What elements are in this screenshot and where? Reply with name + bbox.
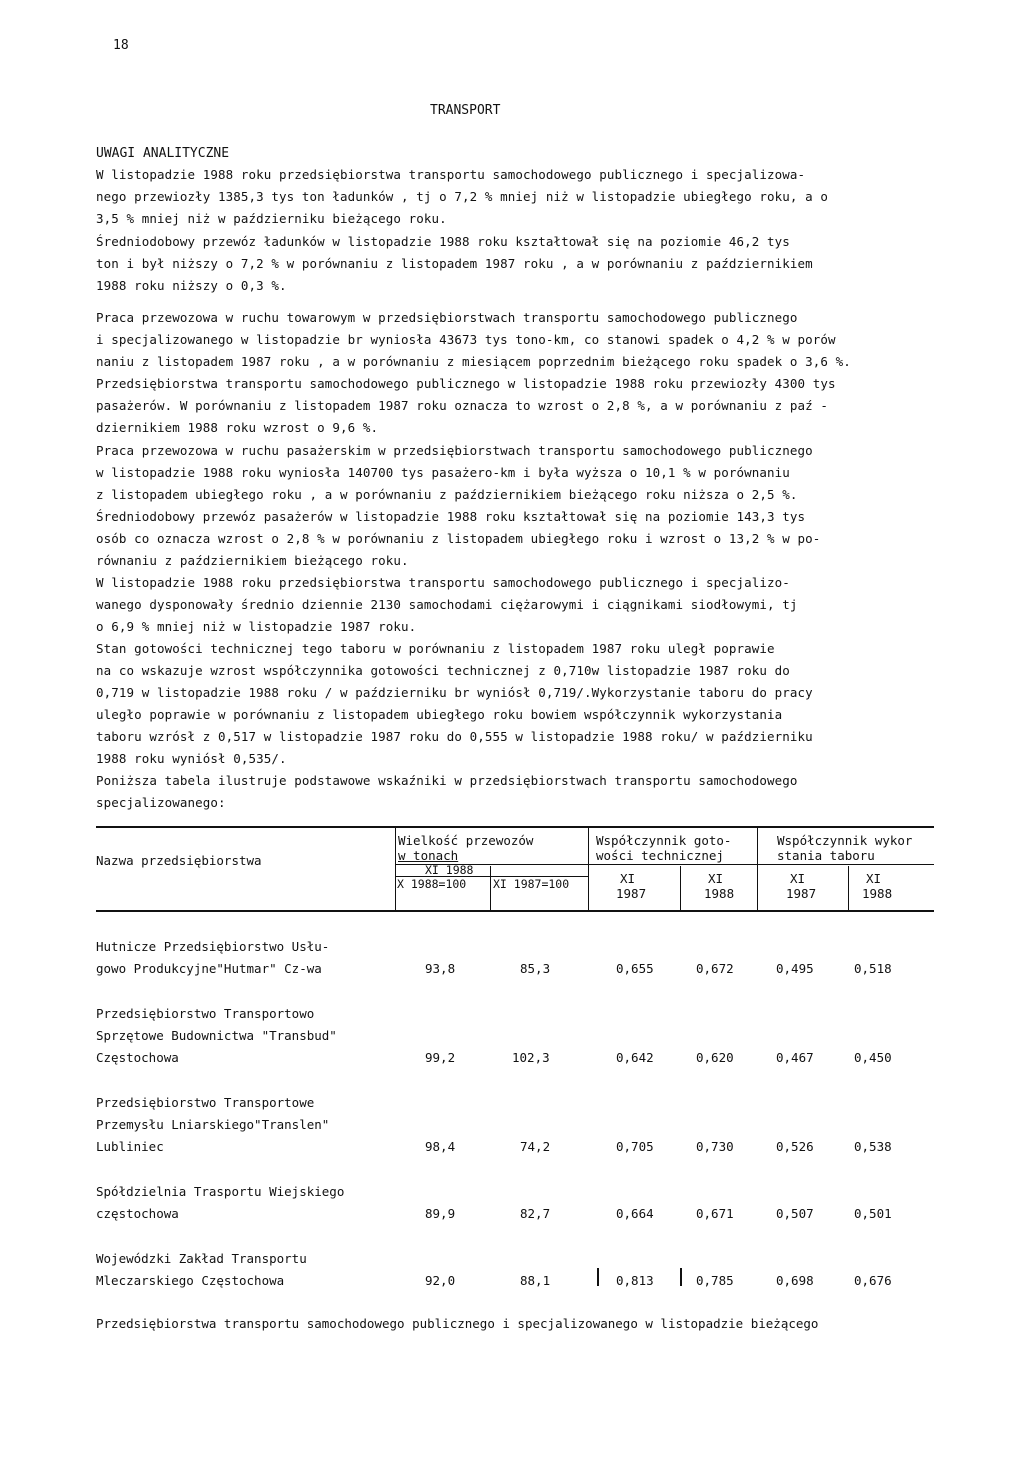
header-group1-line1: Wielkość przewozów: [398, 833, 534, 848]
header-xi: XI: [790, 871, 806, 886]
header-group2-line1: Współczynnik goto-: [596, 833, 732, 848]
row-value: 88,1: [520, 1273, 551, 1288]
row-value: 0,698: [776, 1273, 814, 1288]
paragraph-line: pasażerów. W porównaniu z listopadem 1987 roku oznacza to wzrost o 2,8 %, a w porównaniu z paź -: [96, 398, 829, 413]
section-title: TRANSPORT: [430, 103, 501, 118]
row-value: 0,450: [854, 1050, 892, 1065]
paragraph-line: naniu z listopadem 1987 roku , a w porównaniu z miesiącem poprzednim bieżącego roku spadek o 3,6 %.: [96, 354, 851, 369]
paragraph-line: Poniższa tabela ilustruje podstawowe wskaźniki w przedsiębiorstwach transportu samochodowego: [96, 773, 798, 788]
header-group1-line2: w tonach: [398, 848, 459, 863]
row-name-line: Przedsiębiorstwo Transportowe: [96, 1095, 315, 1110]
column-divider: [588, 828, 589, 912]
paragraph-line: W listopadzie 1988 roku przedsiębiorstwa transportu samochodowego publicznego i specjalizo-: [96, 575, 790, 590]
row-name-line: Mleczarskiego Częstochowa: [96, 1273, 285, 1288]
header-group2-line2: wości technicznej: [596, 848, 724, 863]
row-value: 0,538: [854, 1139, 892, 1154]
row-value: 0,642: [616, 1050, 654, 1065]
row-name-line: Hutnicze Przedsiębiorstwo Usłu-: [96, 939, 330, 954]
row-value: 74,2: [520, 1139, 551, 1154]
row-value: 0,526: [776, 1139, 814, 1154]
table-top-rule: [96, 826, 934, 828]
row-name-line: Przedsiębiorstwo Transportowo: [96, 1006, 315, 1021]
column-divider: [848, 866, 849, 910]
paragraph-line: 1988 roku wyniósł 0,535/.: [96, 751, 287, 766]
paragraph-line: W listopadzie 1988 roku przedsiębiorstwa transportu samochodowego publicznego i specjalizowa-: [96, 167, 806, 182]
paragraph-line: Praca przewozowa w ruchu pasażerskim w przedsiębiorstwach transportu samochodowego publicznego: [96, 443, 813, 458]
paragraph-line: 1988 roku niższy o 0,3 %.: [96, 278, 287, 293]
paragraph-line: ton i był niższy o 7,2 % w porównaniu z listopadem 1987 roku , a w porównaniu z październikiem: [96, 256, 813, 271]
column-divider: [490, 866, 491, 910]
row-name-line: częstochowa: [96, 1206, 179, 1221]
row-value: 0,730: [696, 1139, 734, 1154]
paragraph-line: Stan gotowości technicznej tego taboru w porównaniu z listopadem 1987 roku uległ poprawie: [96, 641, 775, 656]
header-group1-col1: X 1988=100: [397, 877, 467, 891]
row-value: 0,620: [696, 1050, 734, 1065]
paragraph-line: wanego dysponowały średnio dziennie 2130 samochodami ciężarowymi i ciągnikami siodłowymi, tj: [96, 597, 798, 612]
row-value: 98,4: [425, 1139, 456, 1154]
page-number: 18: [113, 38, 129, 53]
row-value: 99,2: [425, 1050, 456, 1065]
row-value: 0,467: [776, 1050, 814, 1065]
paragraph-line: 3,5 % mniej niż w październiku bieżącego roku.: [96, 211, 447, 226]
paragraph-line: z listopadem ubiegłego roku , a w porównaniu z październikiem bieżącego roku niższa o 2,5 %.: [96, 487, 798, 502]
row-name-line: Spółdzielnia Trasportu Wiejskiego: [96, 1184, 345, 1199]
paragraph-line: taboru wzrósł z 0,517 w listopadzie 1987 roku do 0,555 w listopadzie 1988 roku/ w październiku: [96, 729, 813, 744]
header-group1-col2: XI 1987=100: [493, 877, 570, 891]
column-tick: [597, 1268, 599, 1286]
row-value: 102,3: [512, 1050, 550, 1065]
paragraph-line: o 6,9 % mniej niż w listopadzie 1987 roku.: [96, 619, 417, 634]
header-year: 1987: [786, 886, 817, 901]
row-value: 0,785: [696, 1273, 734, 1288]
paragraph-line: Średniodobowy przewóz pasażerów w listopadzie 1988 roku kształtował się na poziomie 143,3 tys: [96, 509, 806, 524]
header-year: 1988: [862, 886, 893, 901]
header-year: 1987: [616, 886, 647, 901]
row-value: 89,9: [425, 1206, 456, 1221]
column-tick: [680, 1268, 682, 1286]
row-value: 0,705: [616, 1139, 654, 1154]
column-divider: [757, 828, 758, 912]
header-group1-sub: XI 1988: [425, 863, 474, 877]
table-header-bottom-rule: [96, 910, 934, 912]
row-name-line: gowo Produkcyjne"Hutmar" Cz-wa: [96, 961, 322, 976]
row-value: 0,676: [854, 1273, 892, 1288]
paragraph-line: osób co oznacza wzrost o 2,8 % w porównaniu z listopadem ubiegłego roku i wzrost o 13,2 % w po-: [96, 531, 821, 546]
header-inner-rule: [395, 864, 934, 865]
paragraph-line: i specjalizowanego w listopadzie br wyniosła 43673 tys tono-km, co stanowi spadek o 4,2 % w porów: [96, 332, 836, 347]
row-value: 0,507: [776, 1206, 814, 1221]
row-value: 0,664: [616, 1206, 654, 1221]
header-name-col: Nazwa przedsiębiorstwa: [96, 853, 262, 868]
row-value: 0,671: [696, 1206, 734, 1221]
row-name-line: Częstochowa: [96, 1050, 179, 1065]
footer-line: Przedsiębiorstwa transportu samochodowego publicznego i specjalizowanego w listopadzie bieżącego: [96, 1316, 819, 1331]
header-xi: XI: [620, 871, 636, 886]
paragraph-line: w listopadzie 1988 roku wyniosła 140700 tys pasażero-km i była wyższa o 10,1 % w porównaniu: [96, 465, 790, 480]
column-divider: [395, 828, 396, 912]
header-xi: XI: [708, 871, 724, 886]
row-value: 0,813: [616, 1273, 654, 1288]
header-xi: XI: [866, 871, 882, 886]
row-value: 82,7: [520, 1206, 551, 1221]
heading: UWAGI ANALITYCZNE: [96, 146, 230, 161]
paragraph-line: dziernikiem 1988 roku wzrost o 9,6 %.: [96, 420, 379, 435]
paragraph-line: uległo poprawie w porównaniu z listopadem ubiegłego roku bowiem współczynnik wykorzystania: [96, 707, 783, 722]
row-value: 0,501: [854, 1206, 892, 1221]
row-value: 0,495: [776, 961, 814, 976]
column-divider: [680, 866, 681, 910]
paragraph-line: Średniodobowy przewóz ładunków w listopadzie 1988 roku kształtował się na poziomie 46,2 tys: [96, 234, 790, 249]
row-value: 85,3: [520, 961, 551, 976]
paragraph-line: specjalizowanego:: [96, 795, 226, 810]
paragraph-line: nego przewiozły 1385,3 tys ton ładunków , tj o 7,2 % mniej niż w listopadzie ubiegłego roku, a o: [96, 189, 829, 204]
row-value: 0,518: [854, 961, 892, 976]
row-name-line: Wojewódzki Zakład Transportu: [96, 1251, 307, 1266]
row-value: 0,655: [616, 961, 654, 976]
paragraph-line: na co wskazuje wzrost współczynnika gotowości technicznej z 0,710w listopadzie 1987 roku do: [96, 663, 790, 678]
row-name-line: Sprzętowe Budownictwa "Transbud": [96, 1028, 337, 1043]
header-group3-line1: Współczynnik wykor: [777, 833, 913, 848]
row-name-line: Lubliniec: [96, 1139, 164, 1154]
paragraph-line: Praca przewozowa w ruchu towarowym w przedsiębiorstwach transportu samochodowego publicznego: [96, 310, 798, 325]
header-group3-line2: stania taboru: [777, 848, 875, 863]
row-value: 0,672: [696, 961, 734, 976]
paragraph-line: Przedsiębiorstwa transportu samochodowego publicznego w listopadzie 1988 roku przewiozły 4300 tys: [96, 376, 836, 391]
paragraph-line: 0,719 w listopadzie 1988 roku / w październiku br wyniósł 0,719/.Wykorzystanie taboru do pracy: [96, 685, 813, 700]
row-name-line: Przemysłu Lniarskiego"Translen": [96, 1117, 330, 1132]
header-year: 1988: [704, 886, 735, 901]
row-value: 93,8: [425, 961, 456, 976]
row-value: 92,0: [425, 1273, 456, 1288]
paragraph-line: równaniu z październikiem bieżącego roku.: [96, 553, 409, 568]
